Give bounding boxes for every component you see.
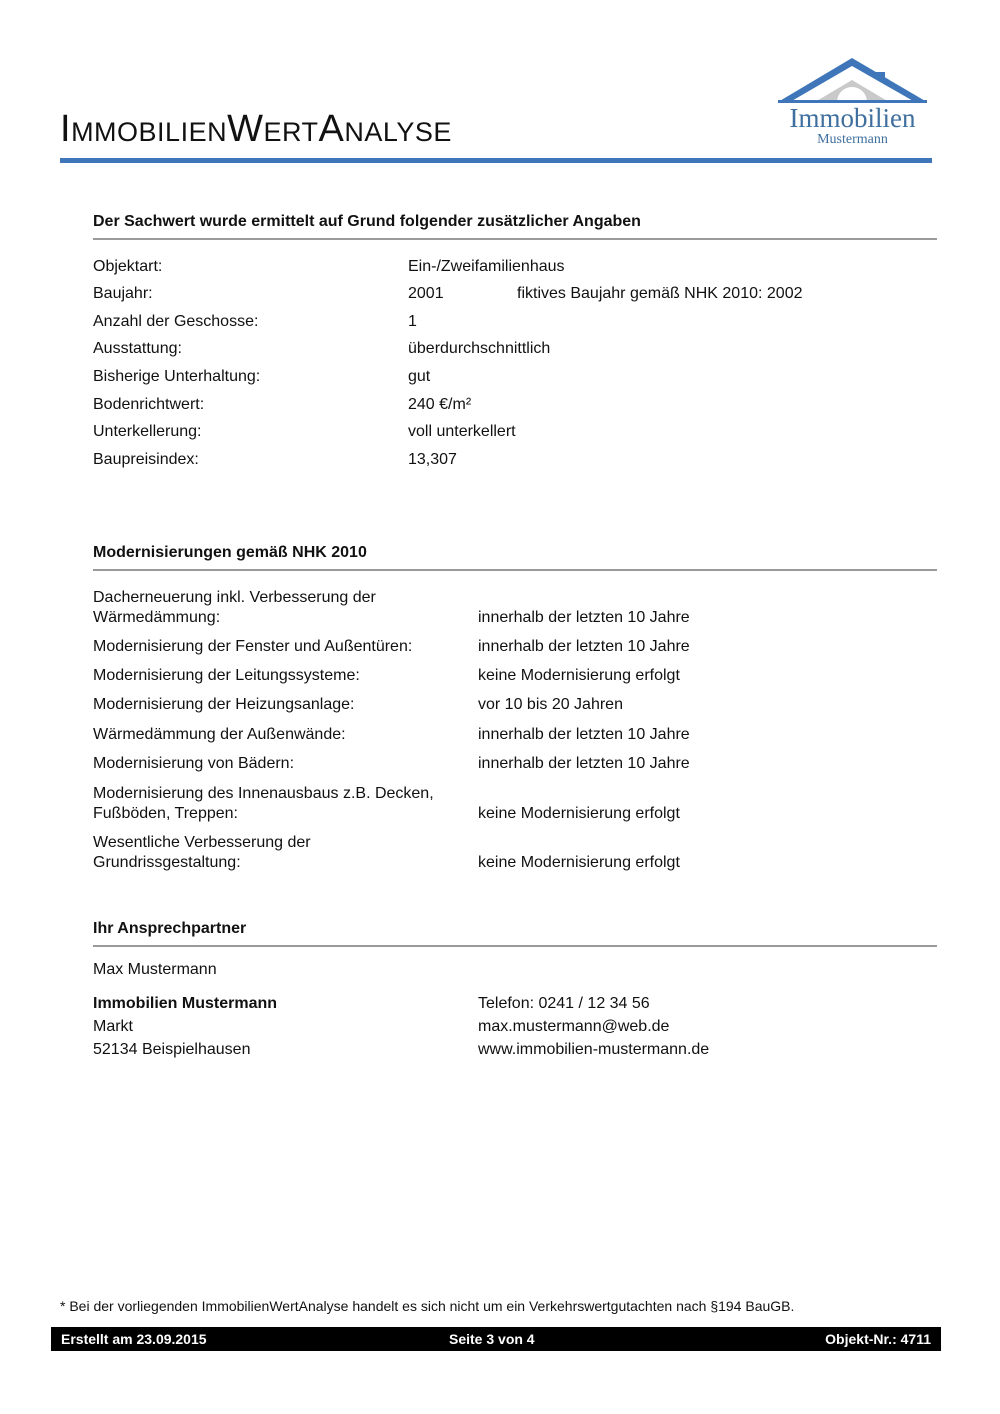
row-value: keine Modernisierung erfolgt xyxy=(478,854,680,871)
row-value: 13,307 xyxy=(408,451,457,468)
email-address: max.mustermann@web.de xyxy=(478,1018,670,1035)
title-initial-i: I xyxy=(60,108,72,150)
row-value: innerhalb der letzten 10 Jahre xyxy=(478,638,690,655)
title-part-mmobilien: MMOBILIEN xyxy=(71,117,228,147)
row-label: Dacherneuerung inkl. Verbesserung der Wärmedämmung: xyxy=(93,589,376,626)
section-rule xyxy=(93,238,937,240)
row-label: Modernisierung der Heizungsanlage: xyxy=(93,696,355,713)
modernization-row-aussenwaende xyxy=(93,725,937,745)
footer-bar xyxy=(51,1327,941,1351)
row-value: innerhalb der letzten 10 Jahre xyxy=(478,609,690,626)
contact-person: Max Mustermann xyxy=(93,961,217,978)
section-heading-sachwert: Der Sachwert wurde ermittelt auf Grund folgender zusätzlicher Angaben xyxy=(93,213,641,230)
row-value: gut xyxy=(408,368,431,385)
row-label: Wesentliche Verbesserung der Grundrissgestaltung: xyxy=(93,834,311,871)
website: www.immobilien-mustermann.de xyxy=(478,1041,710,1058)
section-rule xyxy=(93,569,937,571)
row-value: keine Modernisierung erfolgt xyxy=(478,805,680,822)
object-number: Objekt-Nr.: 4711 xyxy=(825,1331,931,1347)
modernization-row-dach xyxy=(93,588,937,628)
row-label: Bodenrichtwert: xyxy=(93,396,205,413)
footnote: * Bei der vorliegenden ImmobilienWertAnalyse handelt es sich nicht um ein Verkehrswertgutachten nach §194 BauGB. xyxy=(60,1298,795,1314)
row-label: Ausstattung: xyxy=(93,340,182,357)
row-value: voll unterkellert xyxy=(408,423,516,440)
row-label: Wärmedämmung der Außenwände: xyxy=(93,726,346,743)
row-label: Baujahr: xyxy=(93,285,153,302)
contact-address xyxy=(93,992,277,1061)
section-heading-modernisierungen: Modernisierungen gemäß NHK 2010 xyxy=(93,544,367,561)
city: 52134 Beispielhausen xyxy=(93,1041,251,1058)
logo-text: Immobilien xyxy=(789,103,916,133)
creation-date: Erstellt am 23.09.2015 xyxy=(61,1331,207,1347)
section-rule xyxy=(93,945,937,947)
row-label: Baupreisindex: xyxy=(93,451,199,468)
row-value: innerhalb der letzten 10 Jahre xyxy=(478,726,690,743)
modernization-row-innenausbau xyxy=(93,784,937,824)
title-part-ert: ERT xyxy=(263,117,319,147)
row-value: 240 €/m² xyxy=(408,396,472,413)
modernization-row-fenster xyxy=(93,637,937,657)
row-label: Modernisierung von Bädern: xyxy=(93,755,295,772)
row-label: Unterkellerung: xyxy=(93,423,202,440)
row-label: Modernisierung des Innenausbaus z.B. Decken, Fußböden, Treppen: xyxy=(93,785,434,822)
row-value: Ein-/Zweifamilienhaus xyxy=(408,258,565,275)
modernization-row-heizung xyxy=(93,695,937,715)
title-rule xyxy=(60,158,932,163)
row-label: Bisherige Unterhaltung: xyxy=(93,368,261,385)
row-label: Anzahl der Geschosse: xyxy=(93,313,259,330)
row-label: Modernisierung der Fenster und Außentüren: xyxy=(93,638,413,655)
row-value: keine Modernisierung erfolgt xyxy=(478,667,680,684)
street: Markt xyxy=(93,1018,133,1035)
page-number: Seite 3 von 4 xyxy=(449,1331,535,1347)
title-initial-w: W xyxy=(227,108,264,150)
document-title xyxy=(60,108,452,151)
contact-details xyxy=(478,992,709,1061)
title-part-nalyse: NALYSE xyxy=(344,117,452,147)
row-extra: fiktives Baujahr gemäß NHK 2010: 2002 xyxy=(517,285,803,302)
company-name: Immobilien Mustermann xyxy=(93,995,278,1012)
modernization-row-grundriss xyxy=(93,833,937,873)
logo-subtext: Mustermann xyxy=(817,132,888,147)
title-initial-a: A xyxy=(318,108,345,150)
company-logo xyxy=(775,52,930,152)
row-value: innerhalb der letzten 10 Jahre xyxy=(478,755,690,772)
section-heading-ansprechpartner: Ihr Ansprechpartner xyxy=(93,920,247,937)
row-value: 1 xyxy=(408,313,417,330)
house-roof-icon xyxy=(775,52,930,108)
row-label: Objektart: xyxy=(93,258,163,275)
row-label: Modernisierung der Leitungssysteme: xyxy=(93,667,360,684)
modernization-row-baeder xyxy=(93,754,937,774)
phone-number: Telefon: 0241 / 12 34 56 xyxy=(478,995,650,1012)
row-value: 2001 xyxy=(408,285,444,302)
modernization-row-leitungen xyxy=(93,666,937,686)
row-value: vor 10 bis 20 Jahren xyxy=(478,696,623,713)
row-value: überdurchschnittlich xyxy=(408,340,551,357)
